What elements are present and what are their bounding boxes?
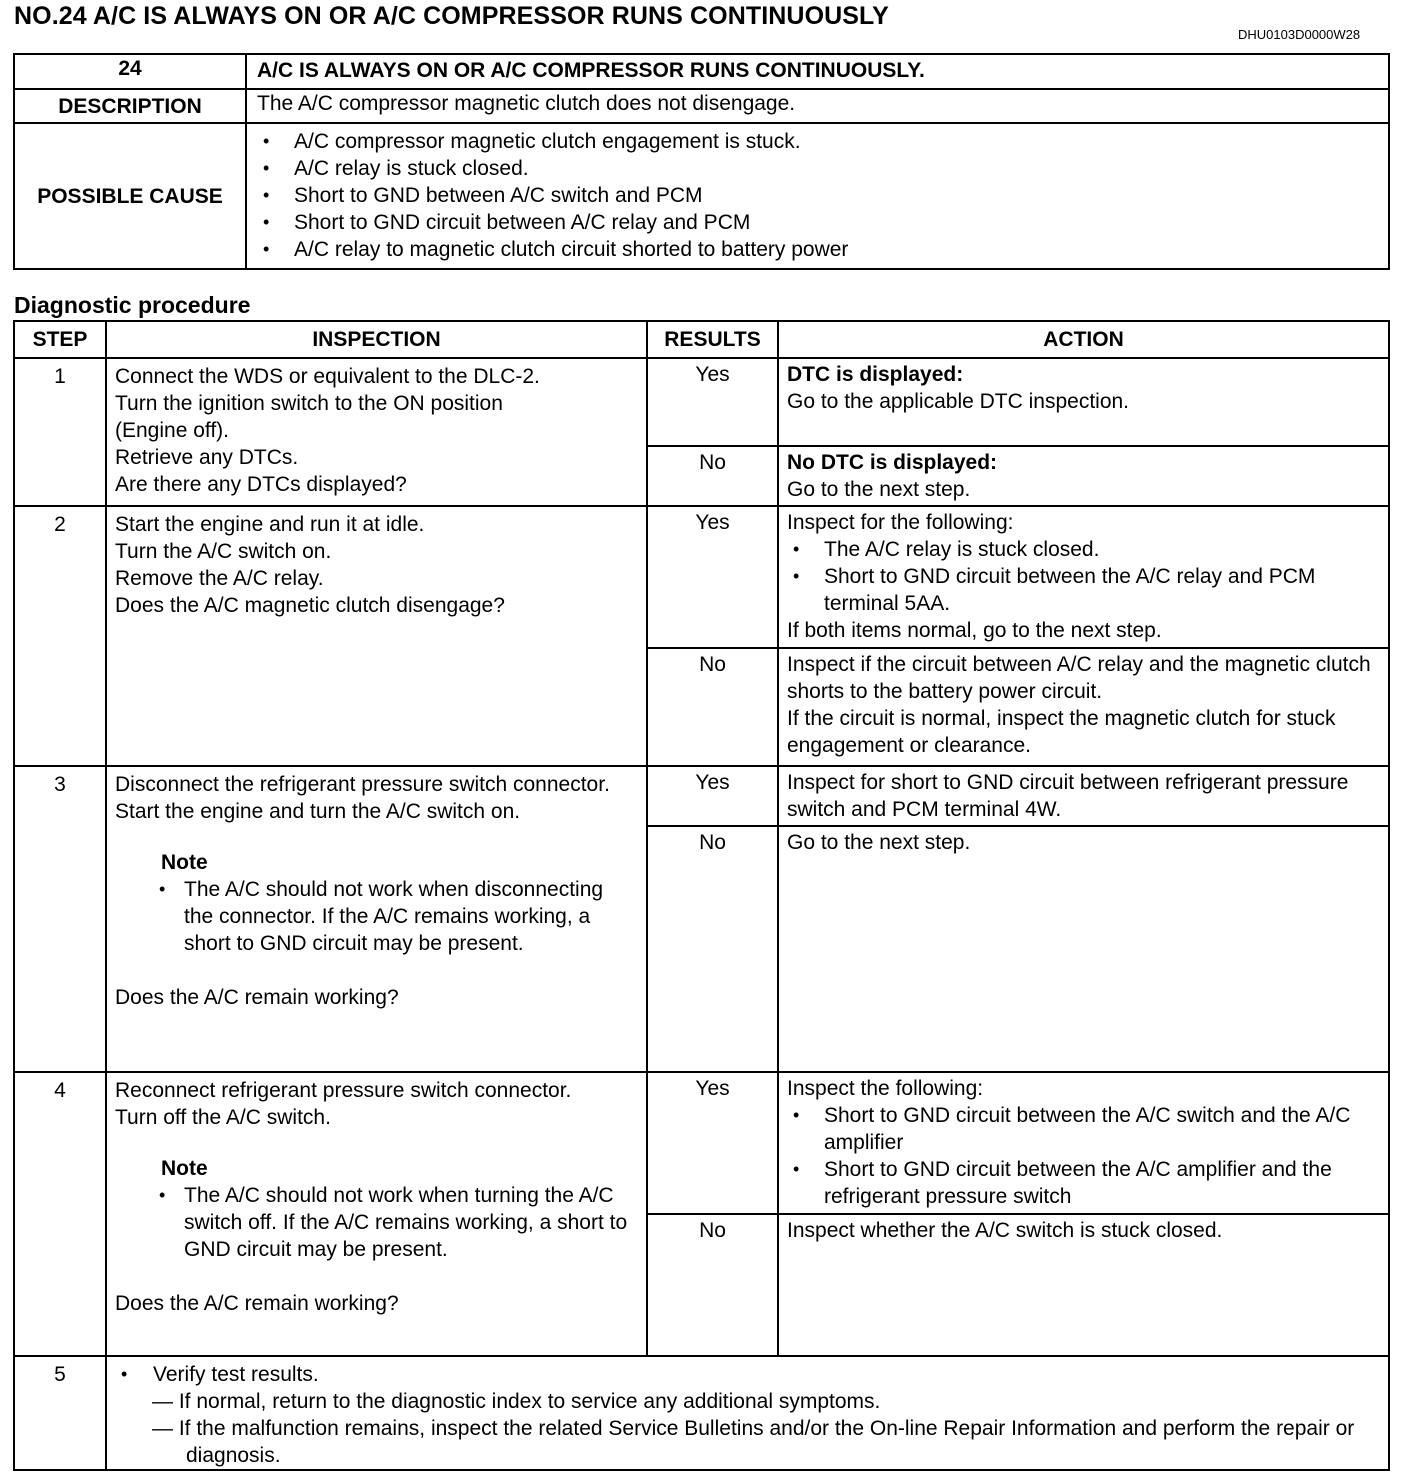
column-header-results: RESULTS bbox=[647, 321, 778, 358]
result-yes: Yes bbox=[647, 358, 778, 446]
step-number: 2 bbox=[14, 506, 106, 766]
description-label: DESCRIPTION bbox=[14, 89, 246, 123]
inspection-line: Are there any DTCs displayed? bbox=[115, 473, 407, 496]
inspection-line: Turn the A/C switch on. bbox=[115, 540, 332, 563]
action-text: Inspect for the following: bbox=[787, 511, 1014, 534]
step-inspection bbox=[106, 1072, 647, 1356]
possible-cause-label: POSSIBLE CAUSE bbox=[14, 123, 246, 269]
procedure-heading: Diagnostic procedure bbox=[14, 292, 251, 318]
action-no: Inspect whether the A/C switch is stuck closed. bbox=[778, 1214, 1389, 1356]
final-step-content bbox=[106, 1356, 1389, 1470]
result-no: No bbox=[647, 446, 778, 506]
step-number: 5 bbox=[14, 1356, 106, 1470]
final-bullet: • Verify test results. bbox=[115, 1361, 1380, 1388]
step-row-4 bbox=[14, 1072, 1389, 1214]
note-label: Note bbox=[161, 851, 208, 874]
action-yes bbox=[778, 1072, 1389, 1214]
inspection-line: Turn off the A/C switch. bbox=[115, 1106, 331, 1129]
note-text: • The A/C should not work when disconnecting the connector. If the A/C remains working, a short to GND circuit may be present. bbox=[153, 876, 638, 957]
result-yes: Yes bbox=[647, 1072, 778, 1214]
symptom-heading: A/C IS ALWAYS ON OR A/C COMPRESSOR RUNS CONTINUOUSLY. bbox=[246, 54, 1389, 89]
step-row-5 bbox=[14, 1356, 1389, 1470]
action-item: • Short to GND circuit between the A/C amplifier and the refrigerant pressure switch bbox=[787, 1156, 1380, 1210]
inspection-line: Disconnect the refrigerant pressure switch connector. bbox=[115, 773, 610, 796]
action-condition: DTC is displayed: bbox=[787, 363, 964, 386]
action-text: If the circuit is normal, inspect the magnetic clutch for stuck engagement or clearance. bbox=[787, 707, 1336, 757]
action-condition: No DTC is displayed: bbox=[787, 451, 998, 474]
step-row-3 bbox=[14, 766, 1389, 826]
action-yes bbox=[778, 358, 1389, 446]
result-no: No bbox=[647, 1214, 778, 1356]
action-text: Inspect if the circuit between A/C relay and the magnetic clutch shorts to the battery power circuit. bbox=[787, 653, 1371, 703]
diagnostic-procedure-table bbox=[13, 320, 1390, 1471]
cause-item: • Short to GND between A/C switch and PCM bbox=[257, 182, 1378, 209]
inspection-question: Does the A/C remain working? bbox=[115, 986, 399, 1009]
column-header-action: ACTION bbox=[778, 321, 1389, 358]
column-header-inspection: INSPECTION bbox=[106, 321, 647, 358]
action-text: Go to the next step. bbox=[787, 478, 971, 501]
action-no bbox=[778, 446, 1389, 506]
symptom-number: 24 bbox=[14, 54, 246, 89]
step-row-2 bbox=[14, 506, 1389, 648]
step-row-1 bbox=[14, 358, 1389, 446]
symptom-summary-table bbox=[13, 53, 1390, 270]
action-list bbox=[787, 1102, 1380, 1210]
result-no: No bbox=[647, 826, 778, 1072]
action-item: • Short to GND circuit between the A/C relay and PCM terminal 5AA. bbox=[787, 563, 1380, 617]
step-inspection bbox=[106, 506, 647, 766]
cause-item: • Short to GND circuit between A/C relay and PCM bbox=[257, 209, 1378, 236]
action-list bbox=[787, 536, 1380, 617]
document-code: DHU0103D0000W28 bbox=[1238, 27, 1361, 42]
step-number: 4 bbox=[14, 1072, 106, 1356]
inspection-line: Start the engine and turn the A/C switch on. bbox=[115, 800, 521, 823]
step-number: 1 bbox=[14, 358, 106, 506]
inspection-line: Connect the WDS or equivalent to the DLC-2. bbox=[115, 365, 540, 388]
inspection-line: Remove the A/C relay. bbox=[115, 567, 324, 590]
result-yes: Yes bbox=[647, 506, 778, 648]
inspection-line: Reconnect refrigerant pressure switch connector. bbox=[115, 1079, 572, 1102]
page-title: NO.24 A/C IS ALWAYS ON OR A/C COMPRESSOR RUNS CONTINUOUSLY bbox=[14, 2, 889, 30]
description-text: The A/C compressor magnetic clutch does not disengage. bbox=[246, 89, 1389, 123]
cause-item: • A/C compressor magnetic clutch engagement is stuck. bbox=[257, 128, 1378, 155]
action-text: If both items normal, go to the next step. bbox=[787, 619, 1162, 642]
action-text: Inspect the following: bbox=[787, 1077, 984, 1100]
inspection-line: Start the engine and run it at idle. bbox=[115, 513, 425, 536]
action-item: • The A/C relay is stuck closed. bbox=[787, 536, 1380, 563]
result-no: No bbox=[647, 648, 778, 766]
inspection-question: Does the A/C remain working? bbox=[115, 1292, 399, 1315]
action-yes bbox=[778, 506, 1389, 648]
note-label: Note bbox=[161, 1157, 208, 1180]
action-text: Go to the applicable DTC inspection. bbox=[787, 390, 1130, 413]
note-text: • The A/C should not work when turning the A/C switch off. If the A/C remains working, a short to GND circuit may be present. bbox=[153, 1182, 638, 1263]
final-dash-item: — If normal, return to the diagnostic index to service any additional symptoms. bbox=[152, 1390, 881, 1413]
inspection-line: Turn the ignition switch to the ON position bbox=[115, 392, 503, 415]
inspection-line: Retrieve any DTCs. bbox=[115, 446, 299, 469]
cause-item: • A/C relay is stuck closed. bbox=[257, 155, 1378, 182]
inspection-line: Does the A/C magnetic clutch disengage? bbox=[115, 594, 505, 617]
step-inspection bbox=[106, 358, 647, 506]
step-inspection bbox=[106, 766, 647, 1072]
result-yes: Yes bbox=[647, 766, 778, 826]
action-yes: Inspect for short to GND circuit between refrigerant pressure switch and PCM terminal 4W. bbox=[778, 766, 1389, 826]
inspection-line: (Engine off). bbox=[115, 419, 230, 442]
action-no bbox=[778, 648, 1389, 766]
final-dash-item: — If the malfunction remains, inspect the related Service Bulletins and/or the On-line Repair Information and perform the repair or diagnosis. bbox=[152, 1417, 1355, 1467]
action-item: • Short to GND circuit between the A/C switch and the A/C amplifier bbox=[787, 1102, 1380, 1156]
column-header-step: STEP bbox=[14, 321, 106, 358]
cause-item: • A/C relay to magnetic clutch circuit shorted to battery power bbox=[257, 236, 1378, 263]
possible-cause-list bbox=[257, 128, 1378, 263]
action-no: Go to the next step. bbox=[778, 826, 1389, 1072]
step-number: 3 bbox=[14, 766, 106, 1072]
